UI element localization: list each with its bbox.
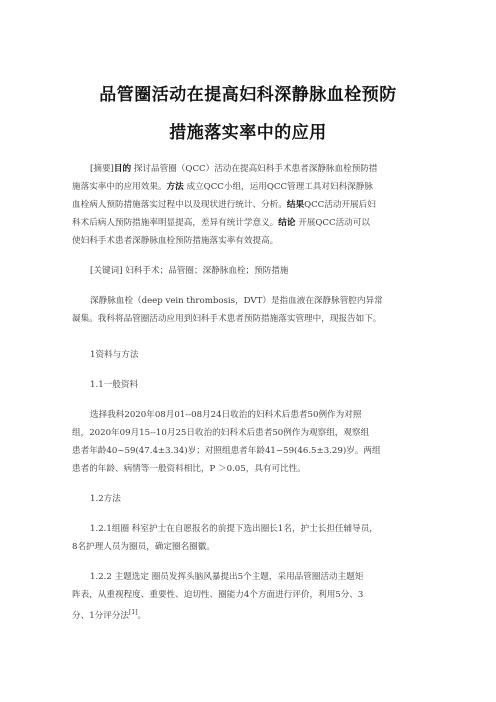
abstract-line-1	[90, 163, 377, 175]
topic-line-1: 1.2.2 主题选定 圈员发挥头脑风暴提出5个主题，采用品管圈活动主题矩	[90, 572, 364, 582]
section-heading-1: 1资料与方法	[90, 350, 139, 360]
general-data-line-4: 患者的年龄、病情等一般资料相比，P ＞0.05，具有可比性。	[72, 464, 306, 474]
section-heading-1-1: 1.1一般资料	[90, 380, 139, 390]
keyword-conclusion: 结论	[278, 218, 296, 228]
team-line-1: 1.2.1组圈 科室护士在自愿报名的前提下选出圈长1名，护士长担任辅导员，	[90, 524, 378, 534]
general-data-line-1: 选择我科2020年08月01--08月24日收治的妇科术后患者50例作为对照	[90, 410, 362, 420]
intro-line-2: 凝集。我科将品管圈活动应用到妇科手术患者预防措施落实管理中，现报告如下。	[72, 314, 382, 324]
general-data-line-3: 患者年龄40~59(47.4±3.34)岁；对照组患者年龄41~59(46.5±3.29)岁。两组	[72, 446, 381, 456]
keywords-line: [关键词] 妇科手术；品管圈；深静脉血栓；预防措施	[90, 266, 289, 276]
abstract-text: 成立QCC小组，运用QCC管理工具对妇科深静脉	[183, 182, 373, 192]
abstract-text: 开展QCC活动可以	[295, 218, 370, 228]
abstract-tag: [摘要]	[90, 164, 114, 174]
general-data-line-2: 组，2020年09月15--10月25日收治的妇科术后患者50例作为观察组，观察组	[72, 428, 370, 438]
abstract-text: 探讨品管圈（QCC）活动在提高妇科手术患者深静脉血栓预防措	[131, 164, 378, 174]
title-line-1: 品管圈活动在提高妇科深静脉血栓预防	[99, 85, 397, 105]
topic-line-2: 阵表，从重视程度、重要性、迫切性、圈能力4个方面进行评价，利用5分、3	[72, 590, 364, 600]
citation-ref: [1]	[129, 609, 138, 616]
intro-line-1: 深静脉血栓（deep vein thrombosis，DVT）是指血液在深静脉管腔内异常	[90, 296, 383, 306]
abstract-line-5: 使妇科手术患者深静脉血栓预防措施落实率有效提高。	[72, 236, 279, 246]
abstract-line-4	[72, 217, 370, 229]
keyword-purpose: 目的	[113, 164, 132, 174]
topic-text: 。	[137, 610, 147, 621]
topic-line-3	[72, 607, 146, 622]
abstract-text: 血栓病人预防措施落实过程中以及现状进行统计、分析。	[72, 200, 287, 210]
section-heading-1-2: 1.2方法	[90, 494, 121, 504]
abstract-text: 施落实率中的应用效果。	[72, 182, 167, 192]
title-line-2: 措施落实率中的应用	[169, 123, 327, 143]
abstract-line-2	[72, 181, 373, 193]
abstract-line-3	[72, 199, 376, 211]
keyword-method: 方法	[166, 182, 184, 192]
keyword-result: 结果	[286, 200, 305, 210]
abstract-text: 科术后病人预防措施率明显提高，差异有统计学意义。	[72, 218, 279, 228]
abstract-text: QCC活动开展后妇	[304, 200, 376, 210]
topic-text: 分、1分评分法	[72, 610, 130, 621]
team-line-2: 8名护理人员为圈员，确定圈名圈徽。	[72, 542, 215, 552]
